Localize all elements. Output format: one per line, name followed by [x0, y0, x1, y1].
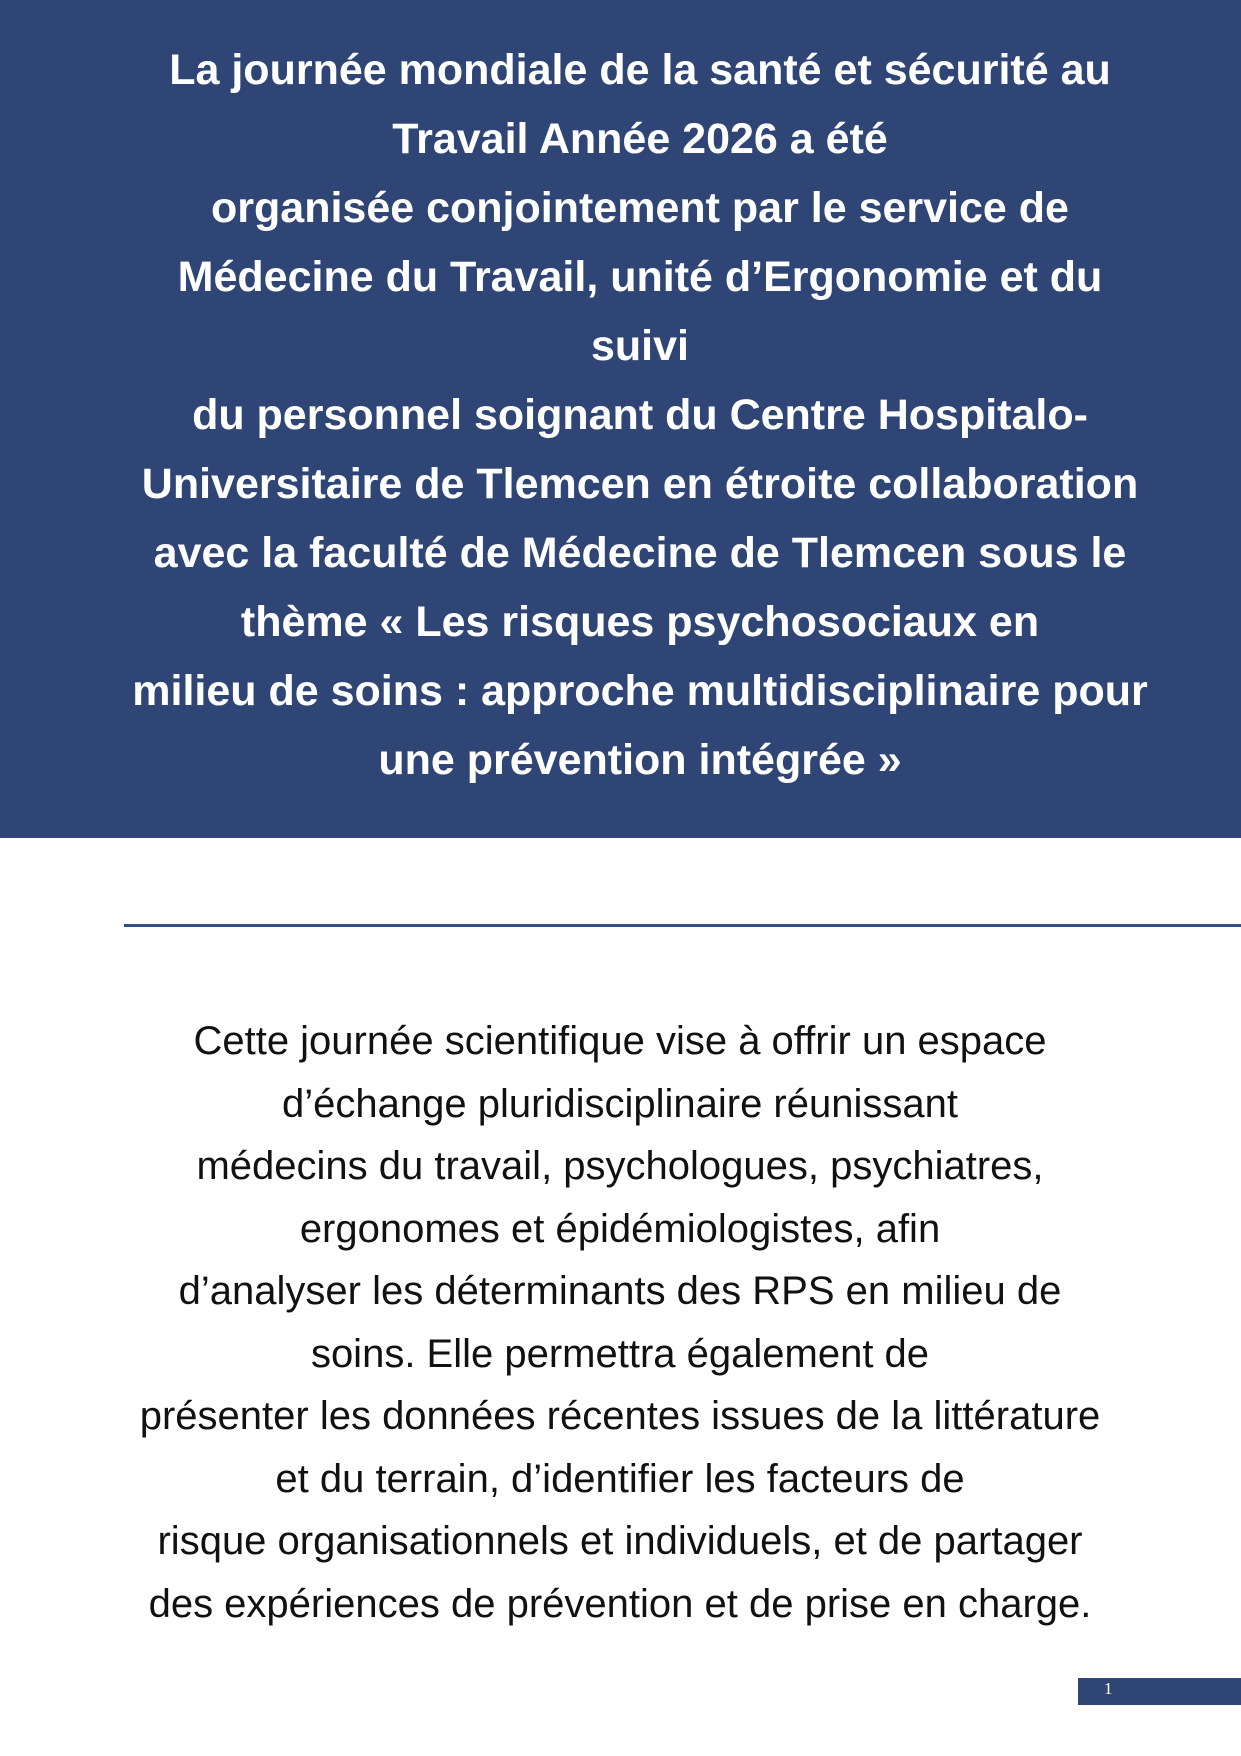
banner-line: une prévention intégrée »: [378, 736, 902, 784]
body-line: des expériences de prévention et de prise en charge.: [148, 1581, 1092, 1626]
banner-line: Médecine du Travail, unité d’Ergonomie et du: [177, 253, 1103, 301]
body-line: ergonomes et épidémiologistes, afin: [299, 1206, 941, 1251]
section-divider: [124, 924, 1241, 927]
body-line: d’analyser les déterminants des RPS en milieu de: [178, 1269, 1062, 1313]
banner-line: du personnel soignant du Centre Hospitalo-: [192, 391, 1088, 439]
body-paragraph: [40, 1010, 1200, 1635]
title-banner: [0, 0, 1241, 838]
page-number: 1: [1104, 1679, 1113, 1698]
banner-title: [60, 36, 1220, 795]
banner-line: thème « Les risques psychosociaux en: [240, 598, 1040, 646]
body-line: Cette journée scientifique vise à offrir un espace: [193, 1019, 1047, 1063]
body-line: médecins du travail, psychologues, psychiatres,: [196, 1144, 1044, 1188]
body-line: soins. Elle permettra également de: [310, 1331, 930, 1376]
banner-line: avec la faculté de Médecine de Tlemcen sous le: [153, 529, 1127, 577]
body-line: d’échange pluridisciplinaire réunissant: [282, 1081, 958, 1126]
banner-line: suivi: [591, 322, 689, 370]
body-line: présenter les données récentes issues de la littérature: [139, 1394, 1101, 1438]
banner-line: Universitaire de Tlemcen en étroite collaboration: [141, 460, 1139, 508]
banner-line: organisée conjointement par le service de: [211, 184, 1069, 232]
body-line: risque organisationnels et individuels, et de partager: [157, 1519, 1083, 1563]
banner-line: Travail Année 2026 a été: [392, 115, 888, 163]
banner-line: La journée mondiale de la santé et sécurité au: [169, 46, 1111, 94]
page-number-badge: [1078, 1678, 1241, 1705]
body-line: et du terrain, d’identifier les facteurs de: [275, 1456, 965, 1501]
banner-line: milieu de soins : approche multidisciplinaire pour: [132, 667, 1148, 715]
